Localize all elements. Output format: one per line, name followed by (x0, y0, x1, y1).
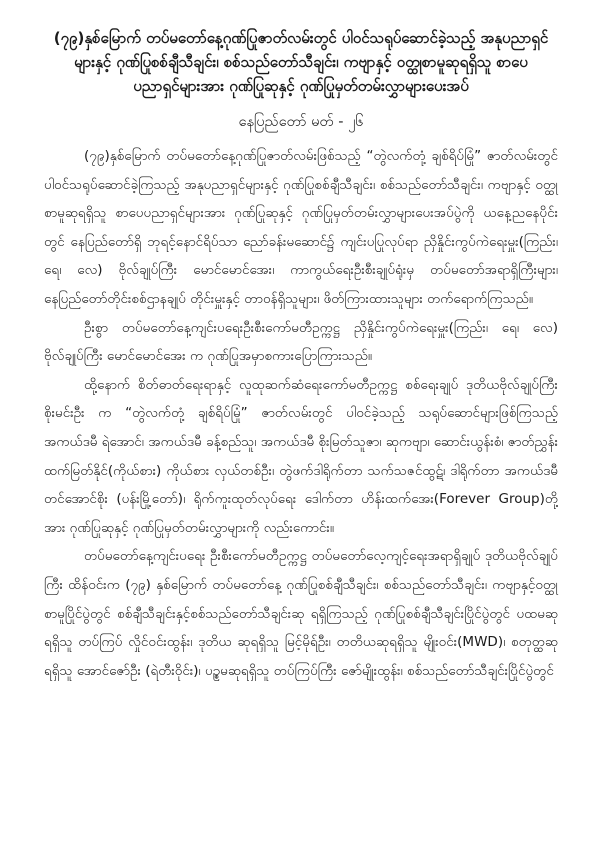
article-paragraph-3: ထို့နောက် စိတ်ဓာတ်ရေးရာနှင့် လူထုဆက်ဆံရေးကော်မတီဥက္ကဋ္ဌ စစ်ရေးချုပ် ဒုတိယဗိုလ်ချုပ်ကြီး စိုးမင်းဦး က “တွဲလက်တုံ့ ချစ်ရိပ်မြုံ” ဇာတ်လမ်းတွင် ပါဝင်ခဲ့သည့် သရုပ်ဆောင်များဖြစ်ကြသည့် အကယ်ဒမီ ရဲအောင်၊ အကယ်ဒမီ ခန့်စည်သူ၊ အကယ်ဒမီ စိုးမြတ်သူဇာ၊ ဆုကဗျာ၊ ဆောင်းယွန်းစံ၊ ဇာတ်ညွှန်း ထက်မြတ်နိုင်(ကိုယ်စား) ကိုယ်စား လှယ်တစ်ဦး၊ တွဲဖက်ဒါရိုက်တာ သက်သဇင်ထွဋ်၊ ဒါရိုက်တာ အကယ်ဒမီ တင်အောင်စိုး (ပန်းမြို့တော်)၊ ရိုက်ကူးထုတ်လုပ်ရေး ဒေါက်တာ ဟိန်းထက်အေး(Forever Group)တို့အား ဂုဏ်ပြုဆုနှင့် ဂုဏ်ပြုမှတ်တမ်းလွှာများကို လည်းကောင်း။ (44, 376, 558, 536)
article-paragraph-4: တပ်မတော်နေ့ကျင်းပရေး ဦးစီးကော်မတီဥက္ကဋ္ဌ တပ်မတော်လေ့ကျင့်ရေးအရာရှိချုပ် ဒုတိယဗိုလ်ချုပ်ကြီး ထိန်ဝင်းက (၇၉) နှစ်မြောက် တပ်မတော်နေ့ ဂုဏ်ပြုစစ်ချီသီချင်း၊ စစ်သည်တော်သီချင်း၊ ကဗျာနှင့်ဝတ္ထုစာမူပြိုင်ပွဲတွင် စစ်ချီသီချင်းနှင့်စစ်သည်တော်သီချင်းဆု ရရှိကြသည့် ဂုဏ်ပြုစစ်ချီသီချင်းပြိုင်ပွဲတွင် ပထမဆုရရှိသူ တပ်ကြပ် လှိုင်ဝင်းထွန်း၊ ဒုတိယ ဆုရရှိသူ မြင့်မိုရ်ဦး၊ တတိယဆုရရှိသူ မျိုးဝင်း(MWD)၊ စတုတ္ထဆုရရှိသူ အောင်ဇော်ဦး (ရဲတီးဝိုင်း)၊ ပဉ္စမဆုရရှိသူ တပ်ကြပ်ကြီး ဇော်မျိုးထွန်း၊ စစ်သည်တော်သီချင်းပြိုင်ပွဲတွင် (44, 548, 558, 679)
article-dateline: နေပြည်တော် မတ် - ၂၆ (238, 114, 364, 130)
article-paragraph-1: (၇၉)နှစ်မြောက် တပ်မတော်နေ့ဂုဏ်ပြုဇာတ်လမ်းဖြစ်သည့် “တွဲလက်တုံ့ ချစ်ရိပ်မြုံ” ဇာတ်လမ်းတွင် ပါဝင်သရုပ်ဆောင်ခဲ့ကြသည့် အနုပညာရှင်များနှင့် ဂုဏ်ပြုစစ်ချီသီချင်း၊ စစ်သည်တော်သီချင်း၊ ကဗျာနှင့် ဝတ္ထုစာမူဆုရရှိသူ စာပေပညာရှင်များအား ဂုဏ်ပြုဆုနှင့် ဂုဏ်ပြုမှတ်တမ်းလွှာများပေးအပ်ပွဲကို ယနေ့ညနေပိုင်းတွင် နေပြည်တော်ရှိ ဘုရင့်နောင်ရိပ်သာ ညော်ခန်းမဆောင်၌ ကျင်းပပြုလုပ်ရာ ညှိနှိုင်းကွပ်ကဲရေးမှူး(ကြည်း၊ ရေ၊ လေ) ဗိုလ်ချုပ်ကြီး မောင်မောင်အေး၊ ကာကွယ်ရေးဦးစီးချုပ်ရုံးမှ တပ်မတော်အရာရှိကြီးများ၊ နေပြည်တော်တိုင်းစစ်ဌာနချုပ် တိုင်းမှူးနှင့် တာဝန်ရှိသူများ၊ ဖိတ်ကြားထားသူများ တက်ရောက်ကြသည်။ (44, 148, 558, 307)
article-title-line-3: ပညာရှင်များအား ဂုဏ်ပြုဆုနှင့် ဂုဏ်ပြုမှတ်တမ်းလွှာများပေးအပ် (133, 77, 469, 95)
article-title-line-2: များနှင့် ဂုဏ်ပြုစစ်ချီသီချင်း၊ စစ်သည်တော်သီချင်း၊ ကဗျာနှင့် ဝတ္ထုစာမူဆုရရှိသူ စာပေ (74, 53, 528, 71)
article-paragraph-2: ဦးစွာ တပ်မတော်နေ့ကျင်းပရေးဦးစီးကော်မတီဥက္ကဋ္ဌ ညှိနှိုင်းကွပ်ကဲရေးမှူး(ကြည်း၊ ရေ၊ လေ) ဗိုလ်ချုပ်ကြီး မောင်မောင်အေး က ဂုဏ်ပြုအမှာစကားပြောကြားသည်။ (44, 319, 558, 365)
article-title-line-1: (၇၉)နှစ်မြောက် တပ်မတော်နေ့ဂုဏ်ပြုဇာတ်လမ်းတွင် ပါဝင်သရုပ်ဆောင်ခဲ့သည့် အနုပညာရှင် (53, 29, 549, 47)
article-title (44, 26, 558, 98)
news-article (44, 26, 558, 685)
